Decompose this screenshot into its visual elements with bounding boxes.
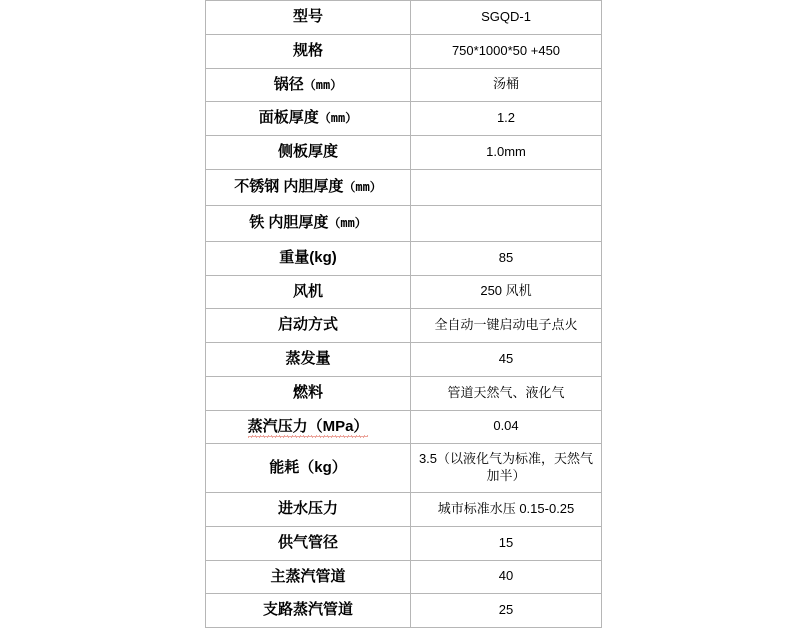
table-row: [206, 136, 602, 170]
table-row: [206, 205, 602, 241]
row-label: 支路蒸汽管道: [206, 594, 411, 628]
row-label: 面板厚度（mm）: [206, 102, 411, 136]
row-label: 进水压力: [206, 493, 411, 527]
table-row: [206, 343, 602, 377]
row-value: 全自动一键启动电子点火: [411, 309, 602, 343]
row-label: 重量(kg): [206, 241, 411, 275]
row-value: 城市标准水压 0.15-0.25: [411, 493, 602, 527]
row-label-unit: （mm）: [303, 77, 343, 92]
row-value: 1.0mm: [411, 136, 602, 170]
table-row: [206, 34, 602, 68]
row-value: [411, 169, 602, 205]
row-label: 燃料: [206, 376, 411, 410]
row-value: 45: [411, 343, 602, 377]
row-label: 侧板厚度: [206, 136, 411, 170]
row-label: 主蒸汽管道: [206, 560, 411, 594]
row-value: 25: [411, 594, 602, 628]
row-label: 型号: [206, 1, 411, 35]
row-value: 汤桶: [411, 68, 602, 102]
table-row: [206, 241, 602, 275]
row-value: 85: [411, 241, 602, 275]
table-row: [206, 594, 602, 628]
table-row: [206, 309, 602, 343]
row-value: 750*1000*50 +450: [411, 34, 602, 68]
table-row: [206, 493, 602, 527]
table-row: [206, 560, 602, 594]
row-value: 1.2: [411, 102, 602, 136]
row-value: [411, 205, 602, 241]
row-label: 风机: [206, 275, 411, 309]
row-label: 能耗（kg）: [206, 444, 411, 493]
row-label: 不锈钢 内胆厚度（mm）: [206, 169, 411, 205]
table-row: [206, 169, 602, 205]
row-label: 蒸发量: [206, 343, 411, 377]
row-value: 0.04: [411, 410, 602, 444]
row-label-unit: （mm）: [328, 215, 367, 230]
row-value: SGQD-1: [411, 1, 602, 35]
row-label: 启动方式: [206, 309, 411, 343]
row-label-unit: （mm）: [318, 111, 358, 126]
row-value: 15: [411, 526, 602, 560]
table-row: [206, 444, 602, 493]
table-row: [206, 410, 602, 444]
row-label-unit: （mm）: [343, 179, 382, 194]
row-label: 规格: [206, 34, 411, 68]
row-label: 铁 内胆厚度（mm）: [206, 205, 411, 241]
table-row: [206, 102, 602, 136]
specification-table-body: [206, 1, 602, 628]
row-value: 250 风机: [411, 275, 602, 309]
table-row: [206, 68, 602, 102]
table-row: [206, 526, 602, 560]
row-label: 锅径（mm）: [206, 68, 411, 102]
row-value: 40: [411, 560, 602, 594]
specification-table: [205, 0, 602, 628]
table-row: [206, 1, 602, 35]
row-label: 供气管径: [206, 526, 411, 560]
table-row: [206, 376, 602, 410]
row-value: 管道天然气、液化气: [411, 376, 602, 410]
table-row: [206, 275, 602, 309]
row-label: 蒸汽压力（MPa）: [206, 410, 411, 444]
row-value: 3.5（以液化气为标准，天然气加半）: [411, 444, 602, 493]
